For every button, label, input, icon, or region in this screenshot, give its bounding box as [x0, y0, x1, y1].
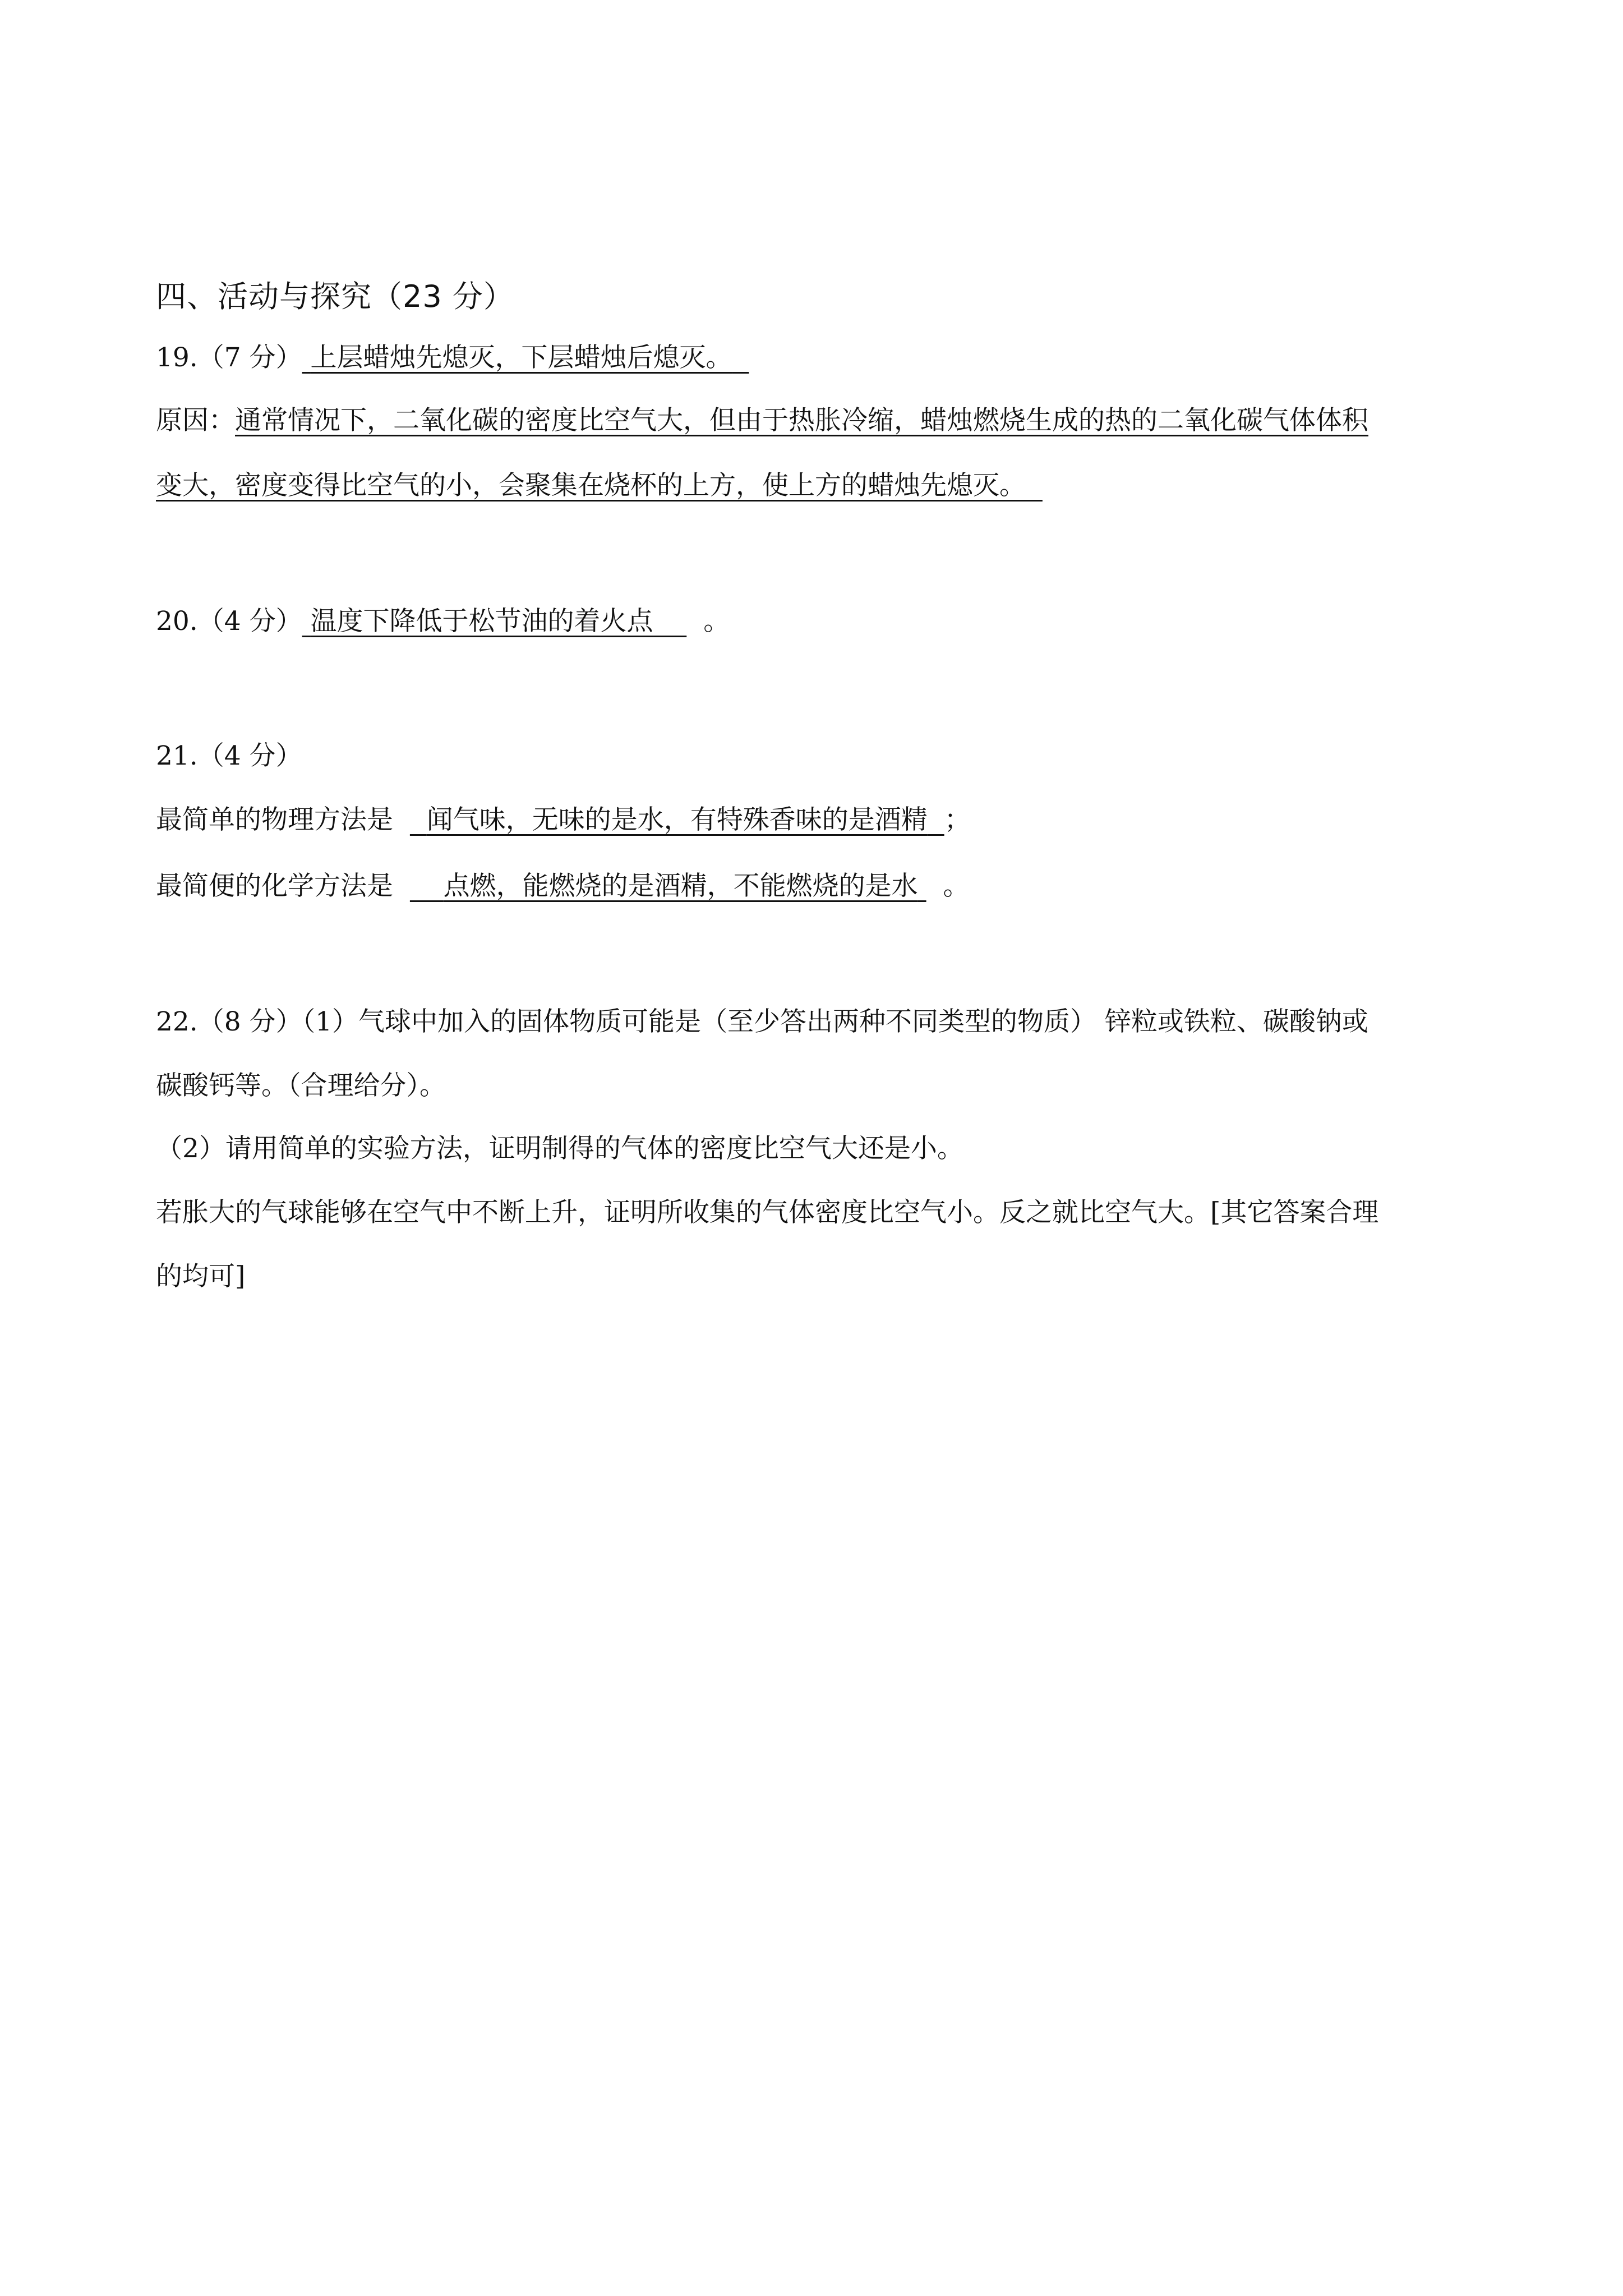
q19-reason-line-2: [156, 469, 1043, 503]
q21-physical-suffix: ；: [944, 804, 971, 835]
q20-number: 20.（4 分）: [156, 606, 302, 637]
q21-number: 21.（4 分）: [156, 740, 302, 771]
q21-chemical-line: [156, 869, 970, 903]
q22-line-2: 碳酸钙等。（合理给分）。: [156, 1070, 446, 1101]
q19-answer-line: [156, 341, 749, 375]
q21-physical-line: [156, 803, 971, 837]
q22-line-3: （2）请用简单的实验方法，证明制得的气体的密度比空气大还是小。: [156, 1133, 963, 1164]
q22-line-5: 的均可]: [156, 1261, 246, 1292]
q21-physical-label: 最简单的物理方法是: [156, 804, 393, 835]
q21-physical-answer: 闻气味，无味的是水，有特殊香味的是酒精: [426, 804, 928, 835]
q19-answer: 上层蜡烛先熄灭，下层蜡烛后熄灭。: [310, 342, 732, 373]
q22-line-1: 22.（8 分）（1）气球中加入的固体物质可能是（至少答出两种不同类型的物质） 锌粒或铁粒、碳酸钠或: [156, 1006, 1368, 1037]
q20-suffix: 。: [703, 606, 730, 637]
q19-reason-line-1: [156, 404, 1368, 438]
q20-answer: 温度下降低于松节油的着火点: [310, 606, 653, 637]
section-heading: 四、活动与探究（23 分）: [156, 279, 514, 314]
q22-line-4: 若胀大的气球能够在空气中不断上升，证明所收集的气体密度比空气小。反之就比空气大。[其它答案合理: [156, 1197, 1379, 1228]
q19-reason-text-1: 通常情况下，二氧化碳的密度比空气大，但由于热胀冷缩，蜡烛燃烧生成的热的二氧化碳气体体积: [235, 405, 1368, 436]
q21-chemical-suffix: 。: [943, 871, 970, 901]
q19-reason-label: 原因：: [156, 405, 235, 436]
q19-number: 19.（7 分）: [156, 342, 302, 373]
q21-chemical-label: 最简便的化学方法是: [156, 871, 393, 901]
q20-answer-line: [156, 605, 730, 638]
q19-reason-text-2: 变大，密度变得比空气的小，会聚集在烧杯的上方，使上方的蜡烛先熄灭。: [156, 470, 1026, 501]
q21-chemical-answer: 点燃，能燃烧的是酒精，不能燃烧的是水: [443, 871, 918, 901]
